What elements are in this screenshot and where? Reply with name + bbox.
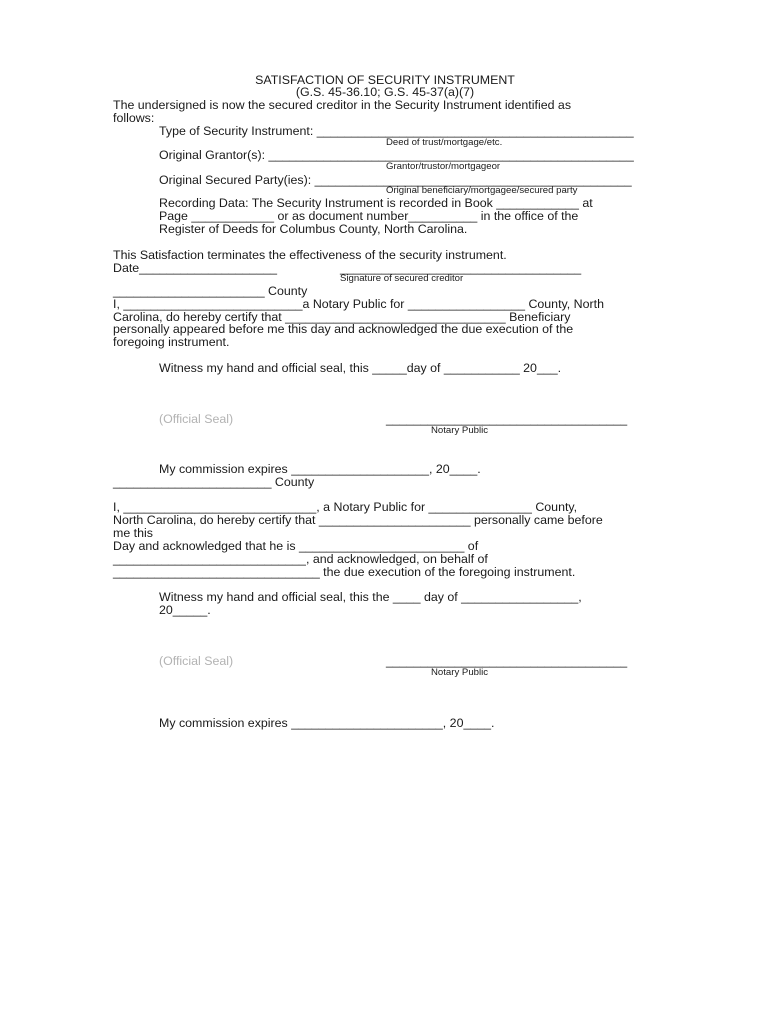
original-secured-party-hint: Original beneficiary/mortgagee/secured party [386,185,578,196]
original-grantor-hint: Grantor/trustor/mortgageor [386,161,501,172]
witness-line-2[interactable]: Witness my hand and official seal, this the ____ day of _________________, [159,590,582,604]
notary-1-line-2[interactable]: Carolina, do hereby certify that ________________________________ Beneficiary [113,310,571,324]
county-field-2[interactable]: _______________________ County [113,475,315,489]
commission-expires-2[interactable]: My commission expires ______________________, 20____. [159,716,495,730]
county-field-1[interactable]: ______________________ County [113,284,308,298]
recording-data-line-2[interactable]: Page ____________ or as document number__________ in the office of the [159,209,579,223]
original-grantor-field[interactable]: Original Grantor(s): _____________________________________________________ [159,148,634,162]
type-of-instrument-hint: Deed of trust/mortgage/etc. [386,137,503,148]
commission-expires-1[interactable]: My commission expires ____________________, 20____. [159,462,481,476]
notary-public-label-1: Notary Public [431,425,489,436]
original-secured-party-field[interactable]: Original Secured Party(ies): ______________________________________________ [159,173,632,187]
date-field[interactable]: Date____________________ [113,261,277,275]
notary-1-line-3: personally appeared before me this day and acknowledged the due execution of the [113,322,574,336]
notary-signature-field-2[interactable]: ___________________________________ [386,654,628,668]
official-seal-placeholder-2: (Official Seal) [159,654,234,668]
notary-2-line-2[interactable]: North Carolina, do hereby certify that ______________________ personally came before [113,513,603,527]
notary-1-line-1[interactable]: I, __________________________a Notary Public for _________________ County, North [113,297,604,311]
notary-2-line-5[interactable]: ____________________________, and acknowledged, on behalf of [113,552,488,566]
notary-2-line-1[interactable]: I, ____________________________, a Notary Public for _______________ County, [113,500,578,514]
type-of-instrument-field[interactable]: Type of Security Instrument: ______________________________________________ [159,124,634,138]
recording-data-line-1[interactable]: Recording Data: The Security Instrument is recorded in Book ____________ at [159,196,593,210]
notary-2-line-4[interactable]: Day and acknowledged that he is ________________________ of [113,539,479,553]
document-title: SATISFACTION OF SECURITY INSTRUMENT [255,73,515,87]
satisfaction-statement: This Satisfaction terminates the effectiveness of the security instrument. [113,248,507,262]
official-seal-placeholder-1: (Official Seal) [159,412,234,426]
notary-2-line-3: me this [113,526,153,540]
notary-2-line-6[interactable]: ______________________________ the due execution of the foregoing instrument. [113,565,576,579]
notary-1-line-4: foregoing instrument. [113,335,230,349]
notary-signature-field-1[interactable]: ___________________________________ [386,412,628,426]
intro-text-cont: follows: [113,111,155,125]
notary-public-label-2: Notary Public [431,667,489,678]
witness-line-1[interactable]: Witness my hand and official seal, this _____day of ___________ 20___. [159,361,562,375]
intro-text: The undersigned is now the secured creditor in the Security Instrument identified as [113,98,572,112]
creditor-signature-field[interactable]: ___________________________________ [340,261,582,275]
witness-line-2-year[interactable]: 20_____. [159,603,211,617]
statute-reference: (G.S. 45-36.10; G.S. 45-37(a)(7) [295,85,475,99]
recording-data-line-3: Register of Deeds for Columbus County, North Carolina. [159,222,468,236]
creditor-signature-hint: Signature of secured creditor [340,273,464,284]
